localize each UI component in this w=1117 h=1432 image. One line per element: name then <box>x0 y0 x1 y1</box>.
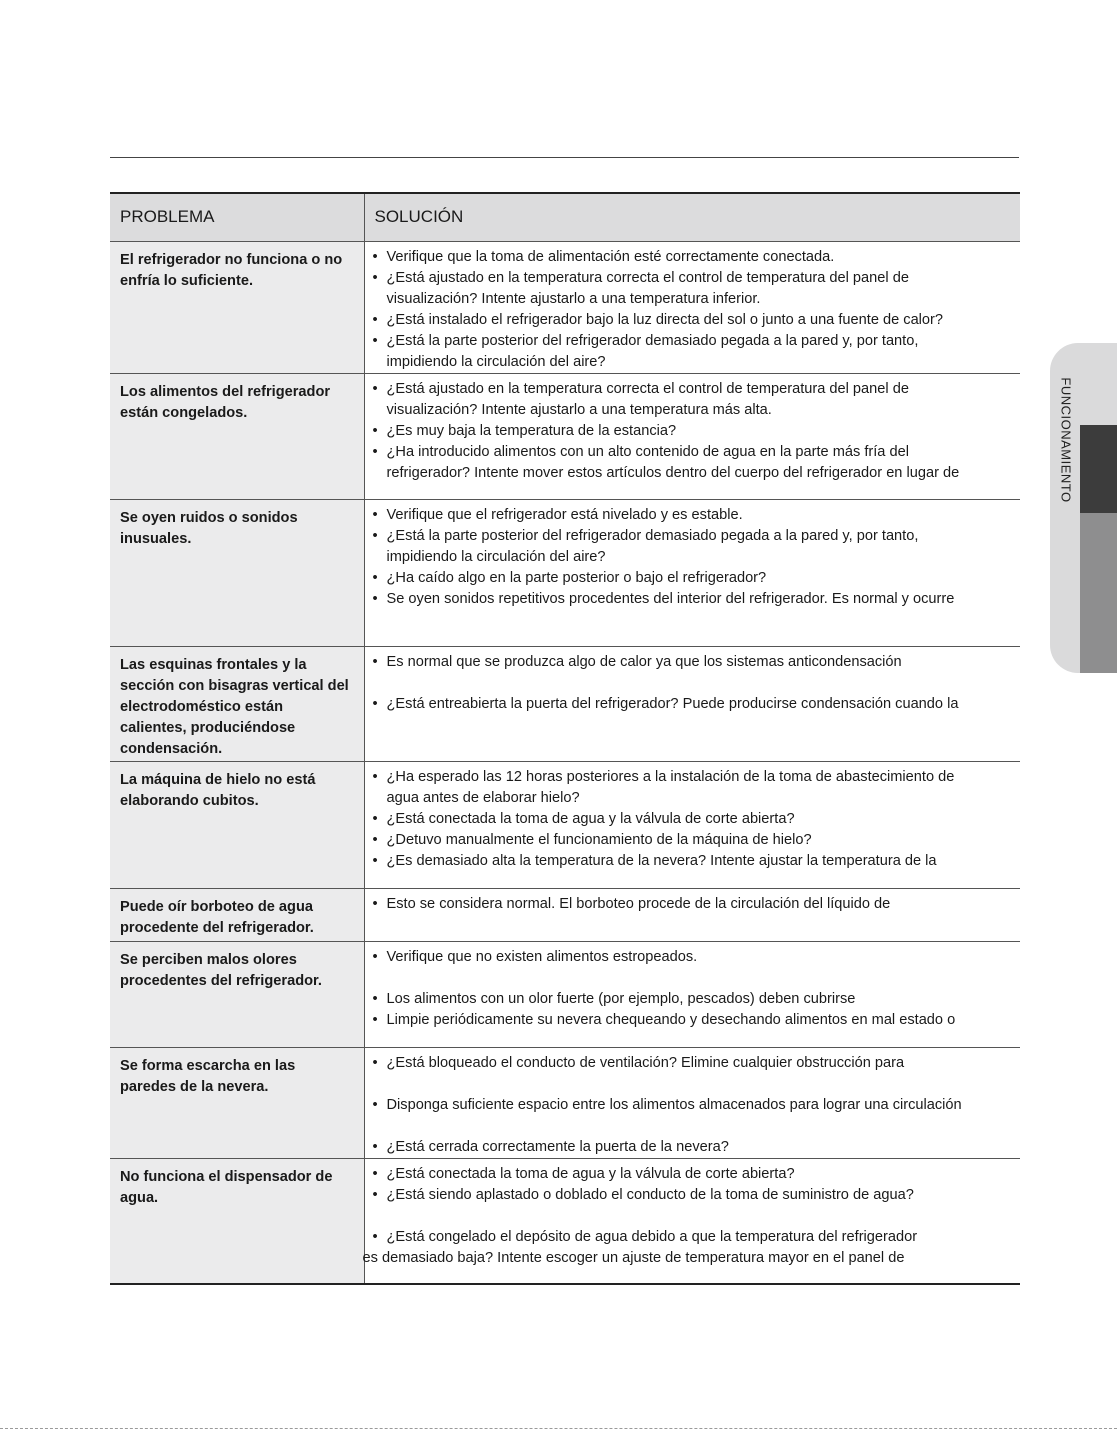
solution-item: • Verifique que la toma de alimentación esté correctamente conectada. <box>373 247 1015 268</box>
solution-item: • Verifique que no existen alimentos estropeados. <box>373 947 1015 968</box>
solution-item: • ¿Está siendo aplastado o doblado el conducto de la toma de suministro de agua? <box>373 1185 1015 1206</box>
problem-cell: No funciona el dispensador de agua. <box>110 1158 364 1284</box>
solution-item: • Disponga suficiente espacio entre los alimentos almacenados para lograr una circulación <box>373 1095 1015 1116</box>
solution-cell <box>364 941 1020 1047</box>
solution-item: • ¿Detuvo manualmente el funcionamiento de la máquina de hielo? <box>373 830 1015 851</box>
solution-cell <box>364 888 1020 941</box>
table-row <box>110 888 1020 941</box>
solution-list <box>373 379 1015 484</box>
solution-cell <box>364 373 1020 499</box>
solution-item: • ¿Está conectada la toma de agua y la válvula de corte abierta? <box>373 809 1015 830</box>
solution-cell <box>364 1047 1020 1158</box>
header-rule <box>110 157 1019 158</box>
solution-item: • Los alimentos con un olor fuerte (por ejemplo, pescados) deben cubrirse <box>373 989 1015 1010</box>
solution-list <box>373 652 1015 715</box>
solution-cell <box>364 646 1020 761</box>
table-row <box>110 1158 1020 1284</box>
solution-item: • Esto se considera normal. El borboteo procede de la circulación del líquido de <box>373 894 1015 915</box>
solution-item: • ¿Está instalado el refrigerador bajo la luz directa del sol o junto a una fuente de calor? <box>373 310 1015 331</box>
solution-cell <box>364 1158 1020 1284</box>
problem-cell: Las esquinas frontales y la sección con bisagras vertical del electrodoméstico están calientes, produciéndose condensación. <box>110 646 364 761</box>
problem-cell: Los alimentos del refrigerador están congelados. <box>110 373 364 499</box>
solution-item: • ¿Es muy baja la temperatura de la estancia? <box>373 421 1015 442</box>
problem-cell: Se perciben malos olores procedentes del refrigerador. <box>110 941 364 1047</box>
solution-list <box>373 1053 1015 1158</box>
solution-list <box>373 767 1015 872</box>
solution-item: • ¿Está ajustado en la temperatura correcta el control de temperatura del panel de visualización? Intente ajustarlo a una temperatura más alta. <box>373 379 1015 421</box>
table-row <box>110 761 1020 888</box>
solution-item: • Verifique que el refrigerador está nivelado y es estable. <box>373 505 1015 526</box>
solution-item: • ¿Está la parte posterior del refrigerador demasiado pegada a la pared y, por tanto, impidiendo la circulación del aire? <box>373 526 1015 568</box>
problem-cell: El refrigerador no funciona o no enfría lo suficiente. <box>110 241 364 373</box>
solution-list <box>373 1164 1015 1248</box>
solution-cell <box>364 499 1020 646</box>
solution-item: • ¿Está entreabierta la puerta del refrigerador? Puede producirse condensación cuando la <box>373 694 1015 715</box>
solution-item: • ¿Ha introducido alimentos con un alto contenido de agua en la parte más fría del refrigerador? Intente mover estos artículos dentro del cuerpo del refrigerador en lugar de <box>373 442 1015 484</box>
solution-list <box>373 894 1015 915</box>
solution-item: • ¿Ha esperado las 12 horas posteriores a la instalación de la toma de abastecimiento de agua antes de elaborar hielo? <box>373 767 1015 809</box>
solution-item: • ¿Está cerrada correctamente la puerta de la nevera? <box>373 1137 1015 1158</box>
table-header-row <box>110 193 1020 241</box>
solution-list <box>373 247 1015 373</box>
table-row <box>110 499 1020 646</box>
solution-item: • ¿Está conectada la toma de agua y la válvula de corte abierta? <box>373 1164 1015 1185</box>
solution-list <box>373 505 1015 610</box>
solution-item: • ¿Ha caído algo en la parte posterior o bajo el refrigerador? <box>373 568 1015 589</box>
section-label: FUNCIONAMIENTO <box>1058 377 1074 503</box>
table-row <box>110 1047 1020 1158</box>
solution-item: • ¿Es demasiado alta la temperatura de la nevera? Intente ajustar la temperatura de la <box>373 851 1015 872</box>
solution-item: • ¿Está ajustado en la temperatura correcta el control de temperatura del panel de visualización? Intente ajustarlo a una temperatura inferior. <box>373 268 1015 310</box>
table-body <box>110 241 1020 1284</box>
solution-item: • Es normal que se produzca algo de calor ya que los sistemas anticondensación <box>373 652 1015 673</box>
side-tab-dark-block <box>1080 425 1117 513</box>
problem-cell: La máquina de hielo no está elaborando cubitos. <box>110 761 364 888</box>
solution-item: • ¿Está bloqueado el conducto de ventilación? Elimine cualquier obstrucción para <box>373 1053 1015 1074</box>
table-row <box>110 941 1020 1047</box>
table-row <box>110 241 1020 373</box>
solution-column-header: SOLUCIÓN <box>364 193 1020 241</box>
solution-cell <box>364 761 1020 888</box>
problem-cell: Puede oír borboteo de agua procedente del refrigerador. <box>110 888 364 941</box>
page-crop-line <box>0 1428 1117 1429</box>
solution-item: • Se oyen sonidos repetitivos procedentes del interior del refrigerador. Es normal y ocurre <box>373 589 1015 610</box>
problem-cell: Se forma escarcha en las paredes de la nevera. <box>110 1047 364 1158</box>
table-row <box>110 646 1020 761</box>
solution-list <box>373 947 1015 1031</box>
problem-column-header: PROBLEMA <box>110 193 364 241</box>
solution-item: • Limpie periódicamente su nevera chequeando y desechando alimentos en mal estado o <box>373 1010 1015 1031</box>
solution-item: • ¿Está la parte posterior del refrigerador demasiado pegada a la pared y, por tanto, impidiendo la circulación del aire? <box>373 331 1015 373</box>
problem-cell: Se oyen ruidos o sonidos inusuales. <box>110 499 364 646</box>
troubleshooting-table <box>110 192 1020 1285</box>
solution-cell <box>364 241 1020 373</box>
solution-continuation: es demasiado baja? Intente escoger un ajuste de temperatura mayor en el panel de <box>362 1249 905 1266</box>
table-row <box>110 373 1020 499</box>
side-tab-grey-block <box>1080 513 1117 673</box>
solution-item: • ¿Está congelado el depósito de agua debido a que la temperatura del refrigerador <box>373 1227 1015 1248</box>
